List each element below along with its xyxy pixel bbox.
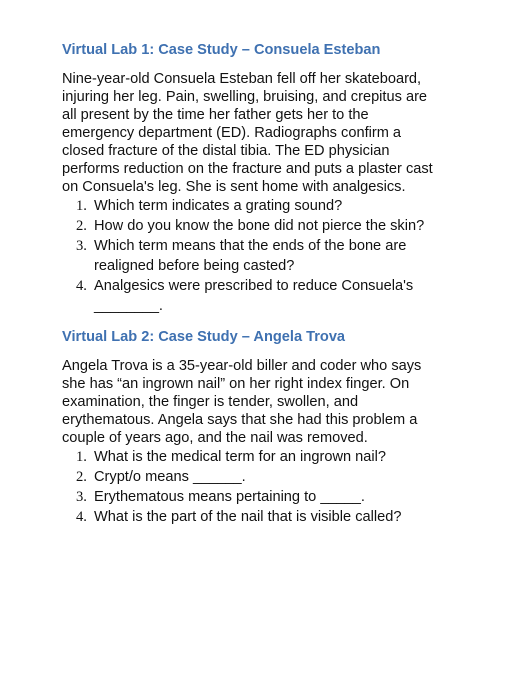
question-text: Which term means that the ends of the bone are xyxy=(94,238,407,254)
question-text: Analgesics were prescribed to reduce Consuela's xyxy=(94,278,414,294)
case-study-1-questions xyxy=(62,196,462,316)
question-text: How do you know the bone did not pierce the skin? xyxy=(94,218,425,234)
case-study-2-heading: Virtual Lab 2: Case Study – Angela Trova xyxy=(62,329,346,345)
question-number: 1. xyxy=(76,198,87,214)
question-text: What is the part of the nail that is visible called? xyxy=(94,509,402,525)
case-study-section-1 xyxy=(62,40,462,316)
question-number: 2. xyxy=(76,218,87,234)
question-text-continued: realigned before being casted? xyxy=(94,258,295,274)
question-item xyxy=(62,467,462,487)
question-number: 4. xyxy=(76,278,87,294)
question-text: Which term indicates a grating sound? xyxy=(94,198,343,214)
case-study-1-paragraph xyxy=(62,70,462,196)
question-text: Erythematous means pertaining to _____. xyxy=(94,489,365,505)
question-number: 4. xyxy=(76,509,87,525)
paragraph-line: on Consuela's leg. She is sent home with analgesics. xyxy=(62,179,406,195)
question-number: 1. xyxy=(76,449,87,465)
case-study-2-questions xyxy=(62,447,462,527)
document-page xyxy=(62,40,462,527)
paragraph-line: performs reduction on the fracture and puts a plaster cast xyxy=(62,161,433,177)
case-study-section-2 xyxy=(62,327,462,527)
question-number: 3. xyxy=(76,238,87,254)
question-number: 3. xyxy=(76,489,87,505)
paragraph-line: Angela Trova is a 35-year-old biller and coder who says xyxy=(62,358,422,374)
question-item xyxy=(62,196,462,216)
question-number: 2. xyxy=(76,469,87,485)
question-item xyxy=(62,507,462,527)
paragraph-line: Nine-year-old Consuela Esteban fell off her skateboard, xyxy=(62,71,422,87)
question-item xyxy=(62,236,462,276)
question-text-continued: ________. xyxy=(94,298,163,314)
paragraph-line: she has “an ingrown nail” on her right index finger. On xyxy=(62,376,410,392)
paragraph-line: closed fracture of the distal tibia. The ED physician xyxy=(62,143,390,159)
question-text: Crypt/o means ______. xyxy=(94,469,246,485)
question-item xyxy=(62,276,462,316)
paragraph-line: erythematous. Angela says that she had this problem a xyxy=(62,412,418,428)
case-study-1-heading: Virtual Lab 1: Case Study – Consuela Esteban xyxy=(62,42,381,58)
question-item xyxy=(62,447,462,467)
question-item xyxy=(62,487,462,507)
case-study-2-paragraph xyxy=(62,357,462,447)
paragraph-line: all present by the time her father gets her to the xyxy=(62,107,369,123)
paragraph-line: couple of years ago, and the nail was removed. xyxy=(62,430,368,446)
question-item xyxy=(62,216,462,236)
question-text: What is the medical term for an ingrown nail? xyxy=(94,449,387,465)
paragraph-line: emergency department (ED). Radiographs confirm a xyxy=(62,125,402,141)
paragraph-line: injuring her leg. Pain, swelling, bruising, and crepitus are xyxy=(62,89,428,105)
paragraph-line: examination, the finger is tender, swollen, and xyxy=(62,394,359,410)
